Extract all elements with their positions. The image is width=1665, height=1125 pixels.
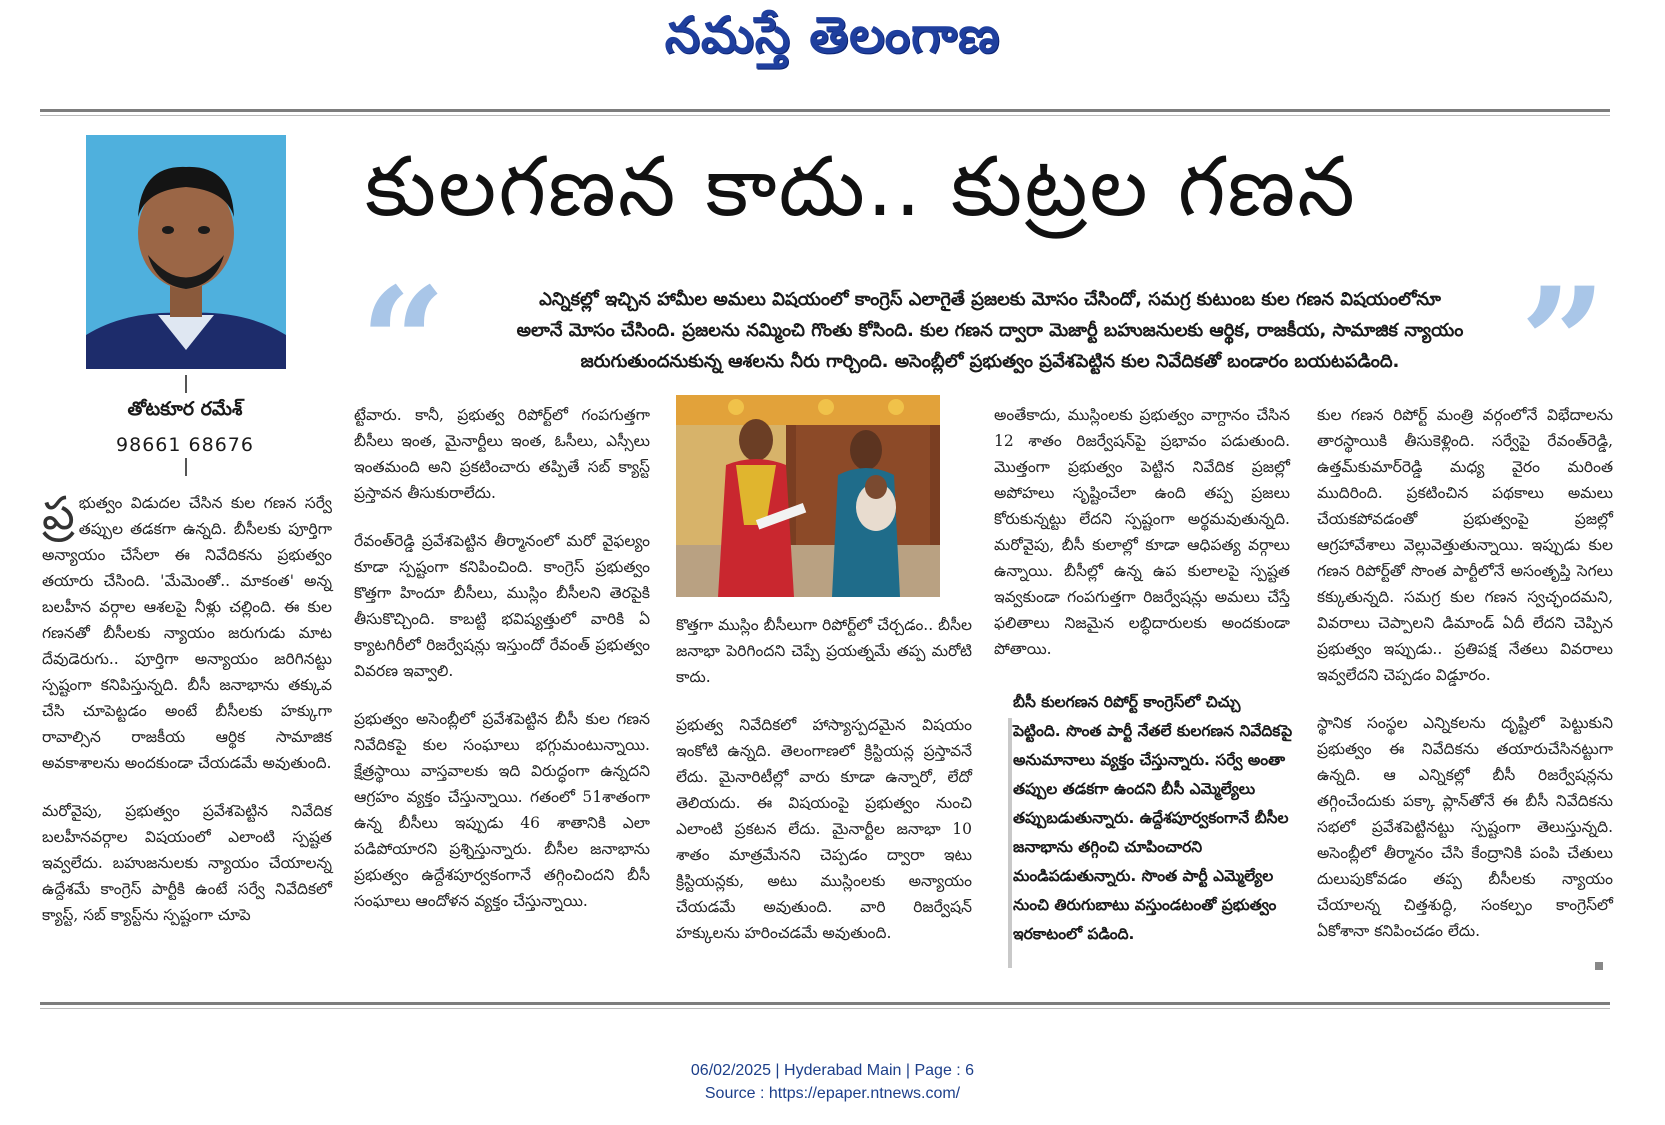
paragraph: ప్ర భుత్వం విడుదల చేసిన కుల గణన సర్వే తప్పుల తడకగా ఉన్నది. బీసీలకు పూర్తిగా అన్యాయం చేసేలా ఈ నివేదికను ప్రభుత్వం తయారు చేసింది. 'మేమెంతో.. మాకంత' అన్న బలహీన వర్గాల ఆశలపై నీళ్లు చల్లింది. ఈ కుల గణనతో బీసీలకు న్యాయం జరుగుడు మాట దేవుడెరుగు.. పూర్తిగా అన్యాయం జరిగినట్టు స్పష్టంగా కనిపిస్తున్నది. బీసీ జనాభాను తక్కువ చేసి చూపెట్టడం అంటే బీసీలకు హక్కుగా రావాల్సిన రాజకీయ ఆర్థిక సామాజిక అవకాశాలను అందకుండా చేయడమే అవుతుంది. — [42, 486, 332, 772]
author-photo — [86, 135, 286, 369]
standfirst — [470, 284, 1510, 377]
paragraph: కొత్తగా ముస్లిం బీసీలుగా రిపోర్ట్‌లో చేర్చడం.. బీసీల జనాభా పెరిగిందని చెప్పే ప్రయత్నమే తప్ప మరోటి కాదు. — [676, 616, 972, 686]
paragraph: అంతేకాదు, ముస్లింలకు ప్రభుత్వం వాగ్దానం చేసిన 12 శాతం రిజర్వేషన్‌పై ప్రభావం పడుతుంది. మొత్తంగా ప్రభుత్వం పెట్టిన నివేదిక ప్రజల్లో అపోహలు సృష్టించేలా ఉంది తప్ప ప్రజలు కోరుకున్నట్టు లేదని స్పష్టంగా అర్థమవుతున్నది. మరోవైపు, బీసీ కులాల్లో కూడా ఆధిపత్య వర్గాలు ఉన్నాయి. బీసీల్లో ఉన్న ఉప కులాలపై స్పష్టత ఇవ్వకుండా గంపగుత్తగా రిజర్వేషన్లు అమలు చేస్తే ఫలితాలు నిజమైన లబ్ధిదారులకు అందకుండా పోతాయి. — [994, 406, 1290, 658]
top-rule-thin — [40, 115, 1610, 116]
paragraph: మరోవైపు, ప్రభుత్వం ప్రవేశపెట్టిన నివేదిక బలహీనవర్గాల విషయంలో ఎలాంటి స్పష్టత ఇవ్వలేదు. బహుజనులకు న్యాయం చేయాలన్న ఉద్దేశమే కాంగ్రెస్ పార్టీకి ఉంటే సర్వే నివేదికలో క్యాస్ట్, సబ్ క్యాస్ట్‌ను స్పష్టంగా చూపె — [42, 802, 332, 924]
paragraph: కుల గణన రిపోర్ట్ మంత్రి వర్గంలోనే విభేదాలను తారస్థాయికి తీసుకెళ్లింది. సర్వేపై రేవంత్‌రెడ్డి, ఉత్తమ్‌కుమార్‌రెడ్డి మధ్య వైరం మరింత ముదిరింది. ప్రకటించిన పథకాలు అమలు చేయకపోవడంతో ప్రభుత్వంపై ప్రజల్లో ఆగ్రహావేశాలు వెల్లువెత్తుతున్నాయి. ఇప్పుడు కుల గణన రిపోర్ట్‌తో సొంత పార్టీలోనే అసంతృప్తి సెగలు కక్కుతున్నది. సమగ్ర కుల గణన స్వచ్ఛందమని, వివరాలు చెప్పాలని డిమాండ్ ఏదీ లేదని చెప్పిన ప్రభుత్వం ఇప్పుడు.. ప్రతిపక్ష నేతలు వివరాలు ఇవ్వలేదని చెప్పడం విడ్డూరం. — [1317, 406, 1613, 684]
footer-dateline: 06/02/2025 | Hyderabad Main | Page : 6 — [690, 1062, 975, 1079]
standfirst-line: ఎన్నికల్లో ఇచ్చిన హామీల అమలు విషయంలో కాంగ్రెస్ ఎలాగైతే ప్రజలకు మోసం చేసిందో, సమగ్ర కుటుంబ కుల గణన విషయంలోనూ — [539, 289, 1441, 310]
author-divider-top — [185, 375, 187, 393]
close-quote-icon: ” — [1520, 255, 1607, 431]
paragraph: ప్రభుత్వ నివేదికలో హాస్యాస్పదమైన విషయం ఇంకోటి ఉన్నది. తెలంగాణలో క్రిస్టియన్ల ప్రస్తావనే లేదు. మైనారిటీల్లో వారు కూడా ఉన్నారో, లేదో తెలియదు. ఈ విషయంపై ప్రభుత్వం నుంచి ఎలాంటి ప్రకటన లేదు. మైనార్టీల జనాభా 10 శాతం మాత్రమేనని చెప్పడం ద్వారా ఇటు క్రిస్టియన్లకు, అటు ముస్లింలకు అన్యాయం చేయడమే అవుతుంది. వారి రిజర్వేషన్ హక్కులను హరించడమే అవుతుంది. — [676, 716, 972, 942]
drop-cap: ప్ర — [42, 486, 75, 540]
column-4 — [994, 402, 1290, 684]
author-divider-bottom — [185, 458, 187, 476]
standfirst-line: జరుగుతుందనుకున్న ఆశలను నీరు గార్చింది. అసెంబ్లీలో ప్రభుత్వం ప్రవేశపెట్టిన కుల నివేదికతో బండారం బయటపడింది. — [580, 351, 1400, 372]
author-phone: 98661 68676 — [116, 434, 254, 456]
column-5 — [1317, 402, 1613, 966]
highlight-bar — [1008, 718, 1012, 968]
open-quote-icon: “ — [360, 255, 447, 431]
column-2 — [354, 402, 650, 936]
column-3 — [676, 612, 972, 968]
article-headline: కులగణన కాదు.. కుట్రల గణన — [365, 140, 1357, 235]
news-photo — [676, 395, 940, 597]
masthead-logo: నమస్తే తెలంగాణ — [664, 6, 1001, 64]
bottom-rule-thin — [40, 1008, 1610, 1009]
article-end-mark — [1595, 962, 1603, 970]
paragraph: రేవంత్‌రెడ్డి ప్రవేశపెట్టిన తీర్మానంలో మరో వైఫల్యం కూడా స్పష్టంగా కనిపించింది. కాంగ్రెస్ ప్రభుత్వం కొత్తగా హిందూ బీసీలు, ముస్లిం బీసీలని తెరపైకి తీసుకొచ్చింది. కాబట్టి భవిష్యత్తులో వారికి ఏ క్యాటగిరీలో రిజర్వేషన్లు ఇస్తుందో రేవంత్ ప్రభుత్వం వివరణ ఇవ్వాలి. — [354, 532, 650, 680]
paragraph: ప్రభుత్వం అసెంబ్లీలో ప్రవేశపెట్టిన బీసీ కుల గణన నివేదికపై కుల సంఘాలు భగ్గుమంటున్నాయి. క్షేత్రస్థాయి వాస్తవాలకు ఇది విరుద్ధంగా ఉన్నదని ఆగ్రహం వ్యక్తం చేస్తున్నాయి. గతంలో 51శాతంగా ఉన్న బీసీలు ఇప్పుడు 46 శాతానికి ఎలా పడిపోయారని ప్రశ్నిస్తున్నారు. బీసీల జనాభాను ప్రభుత్వం ఉద్దేశపూర్వకంగానే తగ్గించిందని బీసీ సంఘాలు ఆందోళన వ్యక్తం చేస్తున్నాయి. — [354, 710, 650, 910]
top-rule — [40, 109, 1610, 112]
bottom-rule — [40, 1002, 1610, 1005]
column-1 — [42, 486, 332, 950]
paragraph: స్థానిక సంస్థల ఎన్నికలను దృష్టిలో పెట్టుకుని ప్రభుత్వం ఈ నివేదికను తయారుచేసినట్టుగా ఉన్నది. ఆ ఎన్నికల్లో బీసీ రిజర్వేషన్లను తగ్గించేందుకు పక్కా ప్లాన్‌తోనే ఈ బీసీ నివేదికను సభలో ప్రవేశపెట్టినట్టు స్పష్టంగా తెలుస్తున్నది. అసెంబ్లీలో తీర్మానం చేసి కేంద్రానికి పంపి చేతులు దులుపుకోవడం తప్ప బీసీలకు న్యాయం చేయాలన్న చిత్తశుద్ధి, సంకల్పం కాంగ్రెస్‌లో ఏకోశానా కనిపించడం లేదు. — [1317, 714, 1613, 940]
author-name: తోటకూర రమేశ్ — [127, 398, 243, 420]
standfirst-line: అలానే మోసం చేసింది. ప్రజలను నమ్మించి గొంతు కోసింది. కుల గణన ద్వారా మెజార్టీ బహుజనులకు ఆర్థిక, రాజకీయ, సామాజిక న్యాయం — [516, 320, 1464, 341]
paragraph: ట్టేవారు. కానీ, ప్రభుత్వ రిపోర్ట్‌లో గంపగుత్తగా బీసీలు ఇంత, మైనార్టీలు ఇంత, ఓసీలు, ఎస్సీలు ఇంతమంది అని ప్రకటించారు తప్పితే సబ్ క్యాస్ట్ ప్రస్తావన తీసుకురాలేదు. — [354, 406, 650, 502]
footer-source: Source : https://epaper.ntnews.com/ — [704, 1085, 961, 1102]
highlight-box: బీసీ కులగణన రిపోర్ట్ కాంగ్రెస్‌లో చిచ్చు పెట్టింది. సొంత పార్టీ నేతలే కులగణన నివేదికపై అనుమానాలు వ్యక్తం చేస్తున్నారు. సర్వే అంతా తప్పుల తడకగా ఉందని బీసీ ఎమ్మెల్యేలు తప్పుబడుతున్నారు. ఉద్దేశపూర్వకంగానే బీసీల జనాభాను తగ్గించి చూపించారని మండిపడుతున్నారు. సొంత పార్టీ ఎమ్మెల్యేల నుంచి తిరుగుబాటు వస్తుండటంతో ప్రభుత్వం ఇరకాటంలో పడింది. — [1013, 693, 1293, 943]
